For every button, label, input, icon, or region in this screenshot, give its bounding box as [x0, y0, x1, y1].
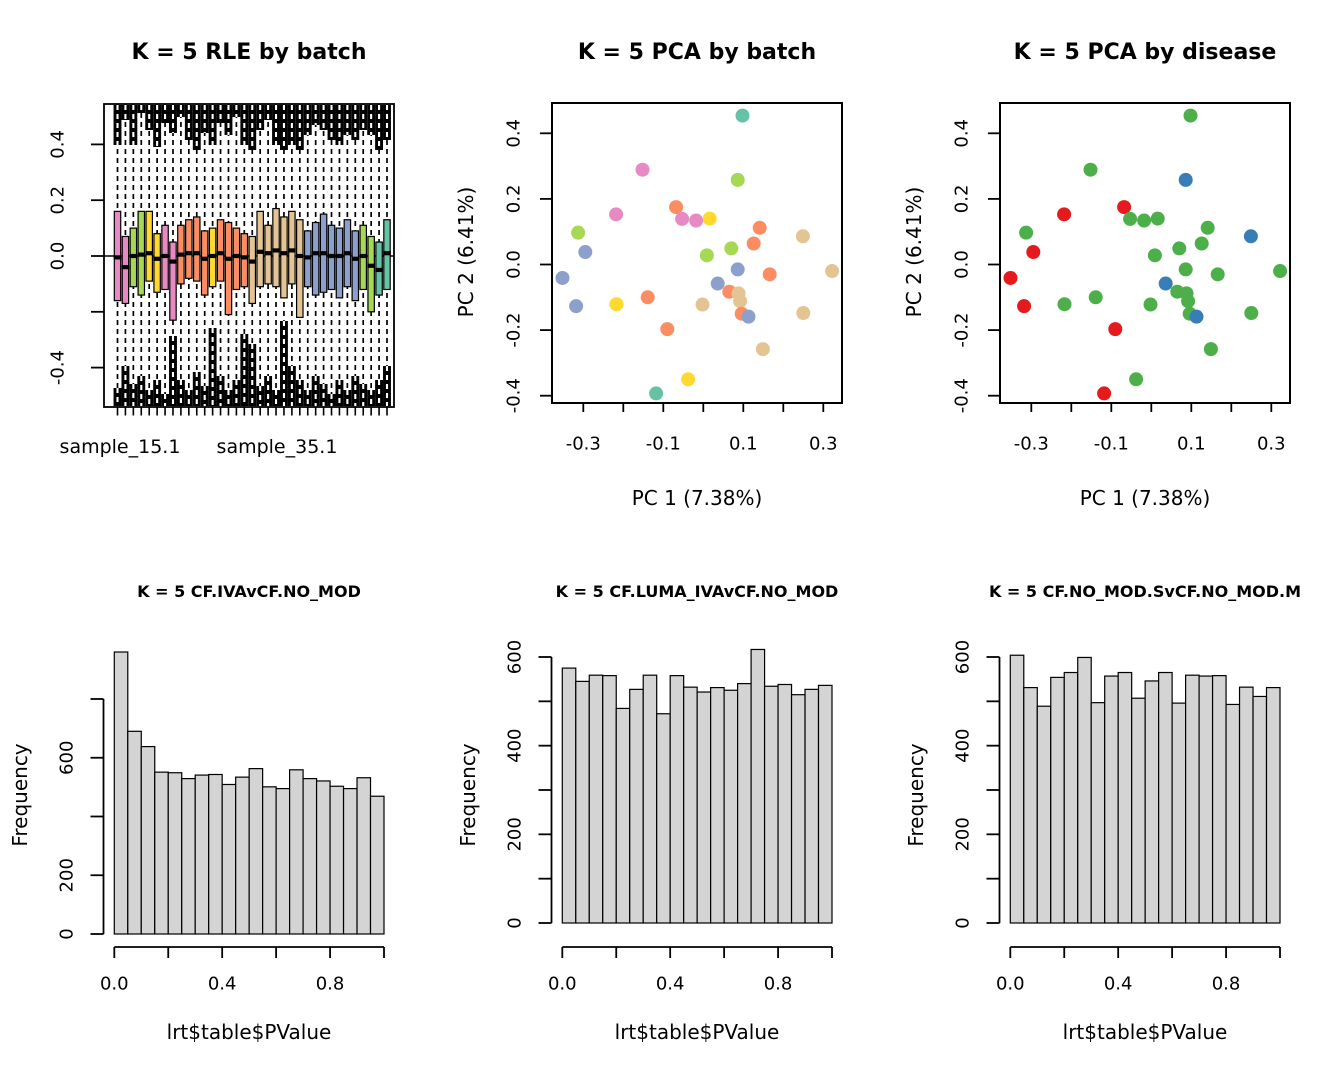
- svg-text:0.3: 0.3: [808, 433, 838, 455]
- svg-text:-0.2: -0.2: [503, 312, 525, 348]
- svg-text:-0.4: -0.4: [47, 350, 69, 386]
- svg-text:400: 400: [504, 728, 526, 763]
- svg-text:0.0: 0.0: [503, 250, 525, 279]
- svg-text:-0.1: -0.1: [645, 433, 681, 455]
- pca-batch-title: K = 5 PCA by batch: [577, 40, 817, 65]
- hist-iva-title: K = 5 CF.IVAvCF.NO_MOD: [137, 582, 361, 601]
- pca-batch-xlabel: PC 1 (7.38%): [631, 486, 763, 510]
- svg-text:0.0: 0.0: [99, 973, 129, 995]
- svg-text:600: 600: [504, 639, 526, 675]
- svg-text:-0.4: -0.4: [503, 378, 525, 414]
- svg-text:-0.4: -0.4: [951, 378, 973, 414]
- pca-disease-ylabel: PC 2 (6.41%): [902, 186, 926, 318]
- svg-text:0: 0: [56, 928, 78, 940]
- hist-nomod-title: K = 5 CF.NO_MOD.SvCF.NO_MOD.M: [988, 582, 1302, 601]
- svg-text:0.8: 0.8: [763, 973, 793, 995]
- svg-text:0.4: 0.4: [207, 973, 237, 995]
- hist-luma-ylabel: Frequency: [456, 743, 480, 847]
- svg-text:0.4: 0.4: [503, 118, 525, 148]
- svg-text:200: 200: [504, 817, 526, 852]
- svg-text:0.4: 0.4: [47, 130, 69, 159]
- pca-batch-ylabel: PC 2 (6.41%): [454, 186, 478, 318]
- svg-text:0: 0: [504, 917, 526, 929]
- rle-xlabel-sample35: sample_35.1: [216, 436, 338, 458]
- svg-text:0.0: 0.0: [995, 973, 1025, 995]
- hist-nomod-xlabel: lrt$table$PValue: [1062, 1020, 1228, 1044]
- pca-disease-xlabel: PC 1 (7.38%): [1079, 486, 1211, 510]
- pca-disease-title: K = 5 PCA by disease: [1013, 40, 1277, 65]
- svg-text:0: 0: [952, 917, 974, 929]
- svg-text:-0.2: -0.2: [951, 312, 973, 348]
- svg-text:600: 600: [56, 740, 78, 775]
- svg-text:200: 200: [56, 858, 78, 893]
- hist-cf-nomod-panel: [896, 537, 1344, 1075]
- svg-text:0.3: 0.3: [1256, 433, 1286, 455]
- hist-iva-ylabel: Frequency: [8, 743, 32, 847]
- hist-iva-xlabel: lrt$table$PValue: [166, 1020, 332, 1044]
- svg-text:0.0: 0.0: [47, 241, 69, 271]
- hist-cf-luma-panel: [448, 537, 896, 1075]
- svg-text:0.1: 0.1: [728, 433, 758, 455]
- svg-text:0.2: 0.2: [503, 184, 525, 214]
- hist-luma-title: K = 5 CF.LUMA_IVAvCF.NO_MOD: [555, 582, 839, 601]
- svg-text:0.2: 0.2: [951, 184, 973, 214]
- rle-xlabel-sample15: sample_15.1: [59, 436, 181, 458]
- hist-cf-iva-panel: [0, 537, 448, 1075]
- svg-text:0.1: 0.1: [1176, 433, 1206, 455]
- hist-nomod-ylabel: Frequency: [904, 743, 928, 847]
- svg-text:0.8: 0.8: [315, 973, 345, 995]
- svg-text:0.4: 0.4: [1103, 973, 1133, 995]
- svg-text:0.2: 0.2: [47, 185, 69, 215]
- svg-text:600: 600: [952, 639, 974, 675]
- svg-text:-0.3: -0.3: [1013, 433, 1049, 455]
- pca-batch-panel: [448, 0, 896, 537]
- svg-text:0.4: 0.4: [951, 118, 973, 148]
- rle-title: K = 5 RLE by batch: [131, 40, 367, 65]
- svg-text:-0.1: -0.1: [1093, 433, 1129, 455]
- svg-text:0.4: 0.4: [655, 973, 685, 995]
- svg-text:400: 400: [952, 728, 974, 763]
- pca-disease-panel: [896, 0, 1344, 537]
- svg-text:200: 200: [952, 817, 974, 852]
- svg-text:-0.3: -0.3: [565, 433, 601, 455]
- svg-text:0.0: 0.0: [547, 973, 577, 995]
- hist-luma-xlabel: lrt$table$PValue: [614, 1020, 780, 1044]
- svg-text:0.0: 0.0: [951, 250, 973, 279]
- svg-text:0.8: 0.8: [1211, 973, 1241, 995]
